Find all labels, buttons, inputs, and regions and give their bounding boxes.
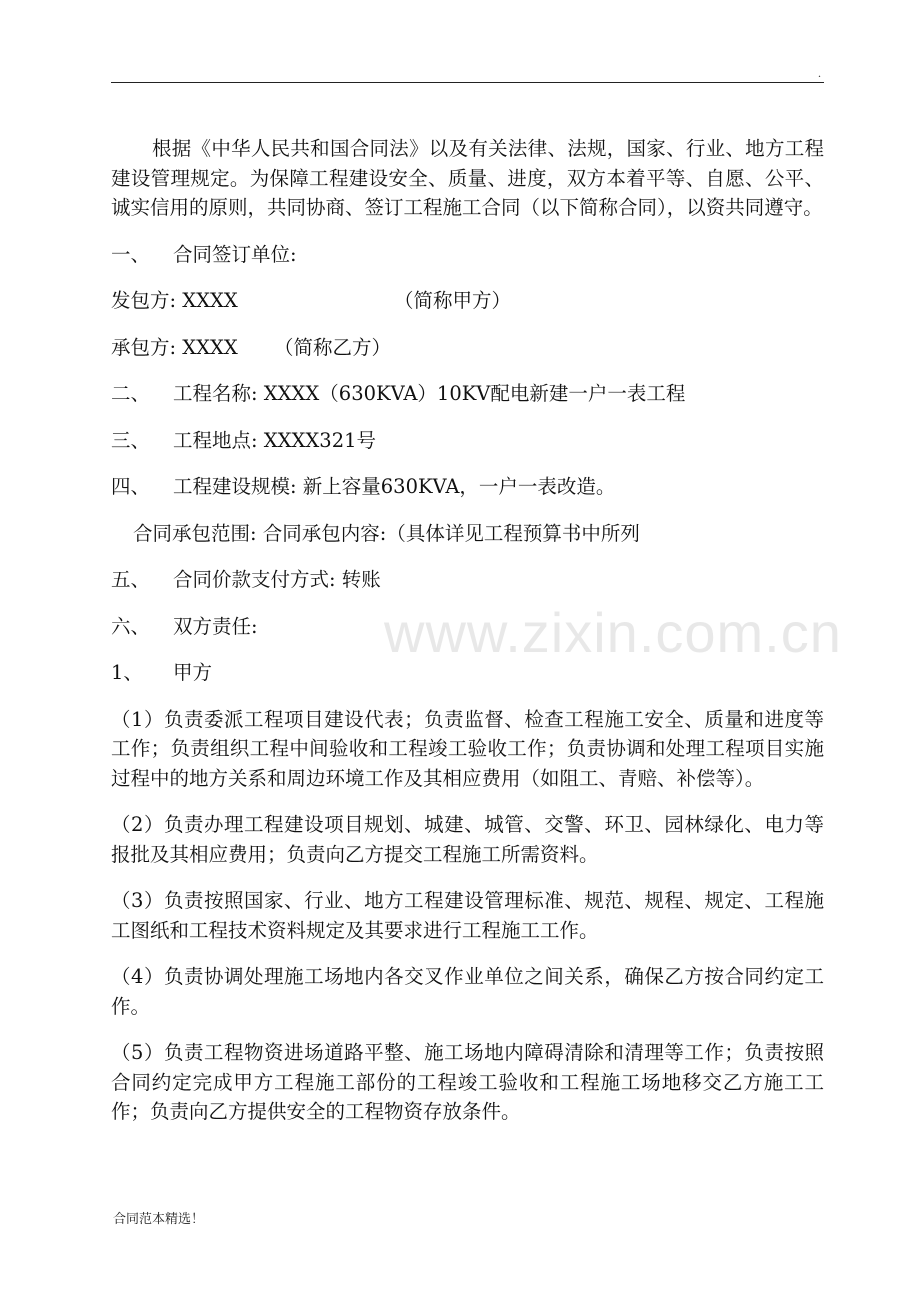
subsection-title: 甲方 bbox=[173, 661, 213, 684]
section-number: 六、 bbox=[111, 614, 151, 638]
footer-note: 合同范本精选！ bbox=[113, 1212, 205, 1227]
section-number: 五、 bbox=[111, 568, 151, 591]
party-a-name: XXXX bbox=[182, 289, 238, 312]
section-number: 三、 bbox=[111, 428, 151, 452]
project-scale: 工程建设规模: 新上容量630KVA，一户一表改造。 bbox=[173, 475, 616, 498]
header-rule bbox=[111, 82, 824, 83]
section-4 bbox=[111, 472, 824, 502]
clause-3: （3）负责按照国家、行业、地方工程建设管理标准、规范、规程、规定、工程施工图纸和工程技术资料规定及其要求进行工程施工工作。 bbox=[111, 889, 824, 942]
header-mark: . bbox=[818, 66, 821, 80]
section-number: 一、 bbox=[111, 242, 151, 266]
party-a-abbr: （简称甲方） bbox=[394, 289, 512, 312]
party-b-abbr: （简称乙方） bbox=[274, 335, 392, 359]
section-5 bbox=[111, 565, 824, 595]
clause-5: （5）负责工程物资进场道路平整、施工场地内障碍清除和清理等工作；负责按照合同约定完成甲方工程施工部份的工程竣工验收和工程施工场地移交乙方施工工作；负责向乙方提供安全的工程物资存放条件。 bbox=[111, 1041, 824, 1123]
watermark: www.zixin.com.cn bbox=[384, 601, 842, 664]
party-a-line bbox=[111, 286, 824, 316]
party-b-name: XXXX bbox=[182, 335, 238, 359]
party-a-label: 发包方: bbox=[111, 289, 177, 312]
clause-4: （4）负责协调处理施工场地内各交叉作业单位之间关系，确保乙方按合同约定工作。 bbox=[111, 965, 824, 1018]
project-name: 工程名称: XXXX（630KVA）10KV配电新建一户一表工程 bbox=[173, 382, 686, 405]
intro-paragraph: 根据《中华人民共和国合同法》以及有关法律、法规，国家、行业、地方工程建设管理规定。为保障工程建设安全、质量、进度，双方本着平等、自愿、公平、诚实信用的原则，共同协商、签订工程施工合同（以下简称合同），以资共同遵守。 bbox=[111, 137, 824, 219]
clause-2: （2）负责办理工程建设项目规划、城建、城管、交警、环卫、园林绿化、电力等报批及其相应费用；负责向乙方提交工程施工所需资料。 bbox=[111, 813, 824, 866]
responsibilities-title: 双方责任: bbox=[173, 614, 258, 638]
clause-1: （1）负责委派工程项目建设代表；负责监督、检查工程施工安全、质量和进度等工作；负责组织工程中间验收和工程竣工验收工作；负责协调和处理工程项目实施过程中的地方关系和周边环境工作及其相应费用（如阻工、青赔、补偿等）。 bbox=[111, 707, 824, 790]
section-3 bbox=[111, 426, 824, 456]
subsection-number: 1、 bbox=[111, 661, 143, 684]
subsection-1 bbox=[111, 658, 824, 688]
party-b-line bbox=[111, 333, 824, 363]
contract-scope: 合同承包范围: 合同承包内容:（具体详见工程预算书中所列 bbox=[133, 521, 640, 545]
project-location: 工程地点: XXXX321号 bbox=[173, 428, 377, 452]
section-number: 二、 bbox=[111, 382, 151, 405]
contract-body bbox=[111, 134, 824, 1127]
section-number: 四、 bbox=[111, 475, 151, 498]
section-1 bbox=[111, 240, 824, 270]
section-6 bbox=[111, 612, 824, 642]
section-2 bbox=[111, 379, 824, 409]
payment-method: 合同价款支付方式: 转账 bbox=[173, 568, 381, 591]
section-title: 合同签订单位: bbox=[173, 242, 297, 266]
party-b-label: 承包方: bbox=[111, 335, 177, 359]
